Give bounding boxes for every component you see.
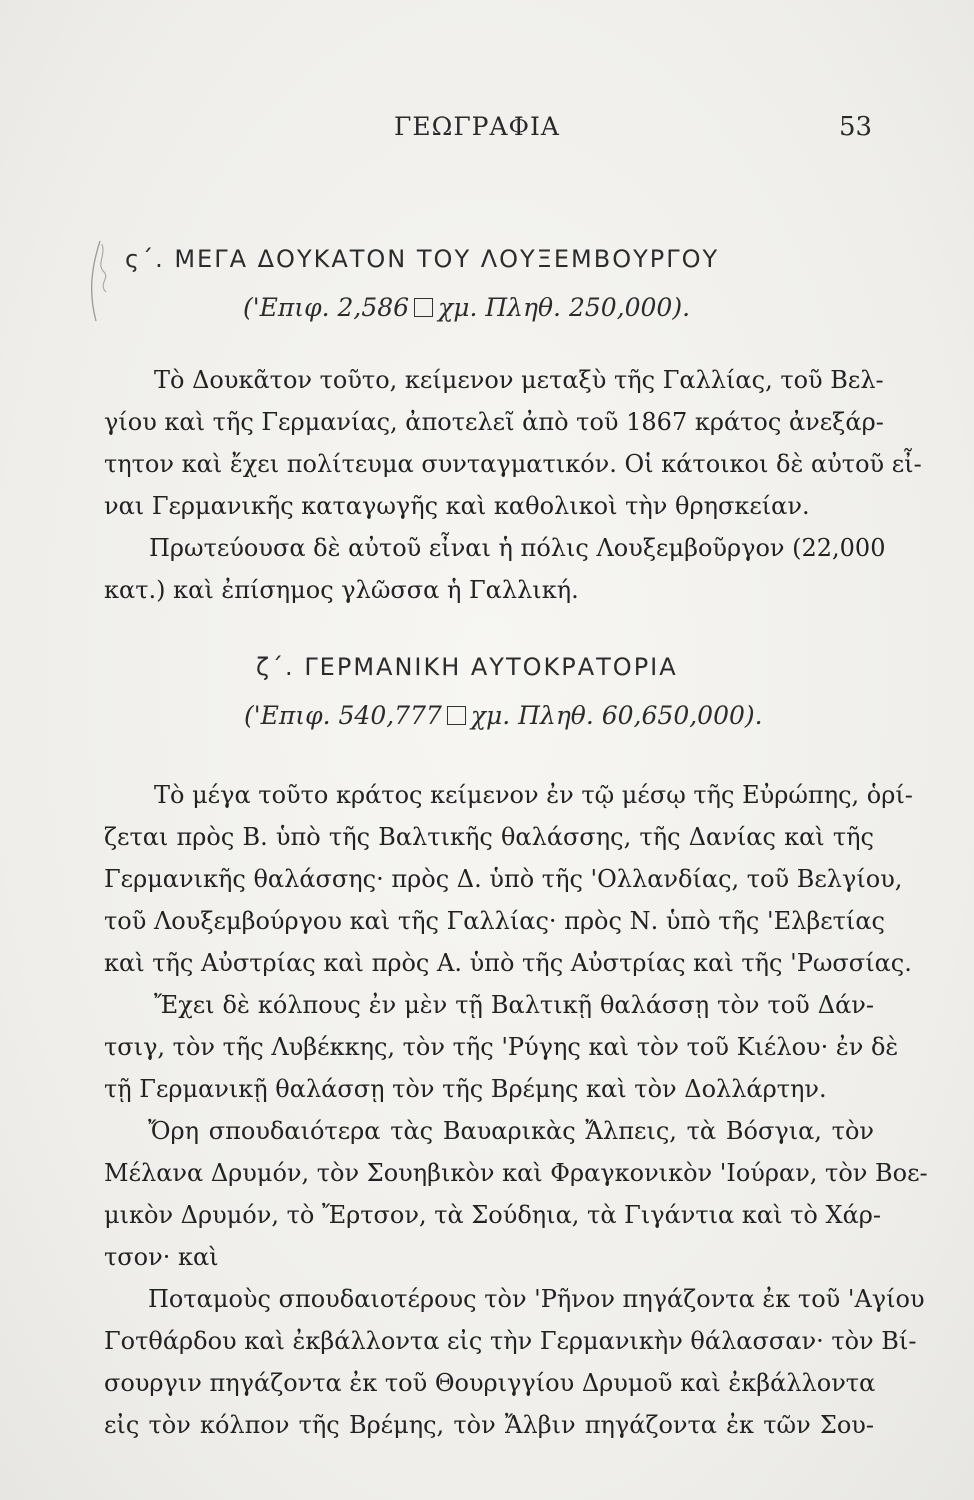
stats-population: χμ. Πληθ. 250,000). bbox=[438, 293, 691, 322]
text-line: σουργιν πηγάζοντα ἐκ τοῦ Θουριγγίου Δρυμοῦ καὶ ἐκβάλλοντα bbox=[104, 1369, 876, 1397]
text-line: Μέλανα Δρυμόν, τὸν Σουηβικὸν καὶ Φραγκονικὸν 'Ιούραν, τὸν Βοε- bbox=[104, 1159, 928, 1187]
text-line: Ὄρη σπουδαιότερα τὰς Βαυαρικὰς Ἄλπεις, τὰ Βόσγια, τὸν bbox=[148, 1117, 874, 1145]
stats-population: χμ. Πληθ. 60,650,000). bbox=[470, 701, 763, 730]
text-line: τῇ Γερμανικῇ θαλάσσῃ τὸν τῆς Βρέμης καὶ τὸν Δολλάρτην. bbox=[104, 1075, 827, 1103]
stats-line-luxembourg bbox=[243, 293, 690, 322]
text-line: μικὸν Δρυμόν, τὸ Ἔρτσον, τὰ Σούδηια, τὰ Γιγάντια καὶ τὸ Χάρ- bbox=[104, 1201, 881, 1229]
section-heading-germany: ζ΄. ΓΕΡΜΑΝΙΚΗ ΑΥΤΟΚΡΑΤΟΡΙΑ bbox=[256, 653, 678, 681]
text-line: εἰς τὸν κόλπον τῆς Βρέμης, τὸν Ἄλβιν πηγάζοντα ἐκ τῶν Σου- bbox=[104, 1411, 874, 1439]
running-head bbox=[0, 112, 974, 152]
text-line: Γερμανικῆς θαλάσσης· πρὸς Δ. ὑπὸ τῆς 'Ολλανδίας, τοῦ Βελγίου, bbox=[104, 865, 903, 893]
text-line: ζεται πρὸς Β. ὑπὸ τῆς Βαλτικῆς θαλάσσης, τῆς Δανίας καὶ τῆς bbox=[104, 823, 874, 851]
square-symbol-icon bbox=[447, 706, 466, 725]
stats-area: ('Επιφ. 2,586 bbox=[243, 293, 410, 322]
text-line: καὶ τῆς Αὐστρίας καὶ πρὸς Α. ὑπὸ τῆς Αὐστρίας καὶ τῆς 'Ρωσσίας. bbox=[104, 949, 912, 977]
text-line: Ἔχει δὲ κόλπους ἐν μὲν τῇ Βαλτικῇ θαλάσσῃ τὸν τοῦ Δάν- bbox=[154, 991, 874, 1019]
square-symbol-icon bbox=[414, 298, 433, 317]
text-line: Τὸ Δουκᾶτον τοῦτο, κείμενον μεταξὺ τῆς Γαλλίας, τοῦ Βελ- bbox=[154, 366, 884, 394]
running-title: ΓΕΩΓΡΑΦΙΑ bbox=[394, 112, 560, 141]
text-line: τσιγ, τὸν τῆς Λυβέκκης, τὸν τῆς 'Ρύγης καὶ τὸν τοῦ Κιέλου· ἐν δὲ bbox=[104, 1033, 899, 1061]
text-line: Πρωτεύουσα δὲ αὐτοῦ εἶναι ἡ πόλις Λουξεμβοῦργον (22,000 bbox=[149, 534, 886, 562]
text-line: τσον· καὶ bbox=[104, 1243, 219, 1271]
text-line: Ποταμοὺς σπουδαιοτέρους τὸν 'Ρῆνον πηγάζοντα ἐκ τοῦ 'Αγίου bbox=[148, 1285, 925, 1313]
text-line: τοῦ Λουξεμβούργου καὶ τῆς Γαλλίας· πρὸς Ν. ὑπὸ τῆς 'Ελβετίας bbox=[104, 907, 885, 935]
text-line: ναι Γερμανικῆς καταγωγῆς καὶ καθολικοὶ τὴν θρησκείαν. bbox=[104, 492, 810, 520]
stats-area: ('Επιφ. 540,777 bbox=[244, 701, 442, 730]
text-line: τητον καὶ ἔχει πολίτευμα συνταγματικόν. Οἱ κάτοικοι δὲ αὐτοῦ εἶ- bbox=[104, 450, 922, 478]
page-number: 53 bbox=[839, 112, 873, 142]
text-line: κατ.) καὶ ἐπίσημος γλῶσσα ἡ Γαλλική. bbox=[104, 576, 579, 604]
text-line: γίου καὶ τῆς Γερμανίας, ἀποτελεῖ ἀπὸ τοῦ 1867 κράτος ἀνεξάρ- bbox=[104, 408, 884, 436]
stats-line-germany bbox=[244, 701, 763, 730]
section-heading-luxembourg: ς΄. ΜΕΓΑ ΔΟΥΚΑΤΟΝ ΤΟΥ ΛΟΥΞΕΜΒΟΥΡΓΟΥ bbox=[125, 245, 720, 273]
text-line: Γοτθάρδου καὶ ἐκβάλλοντα εἰς τὴν Γερμανικὴν θάλασσαν· τὸν Βί- bbox=[104, 1327, 917, 1355]
text-line: Τὸ μέγα τοῦτο κράτος κείμενον ἐν τῷ μέσῳ τῆς Εὐρώπης, ὁρί- bbox=[154, 781, 913, 809]
